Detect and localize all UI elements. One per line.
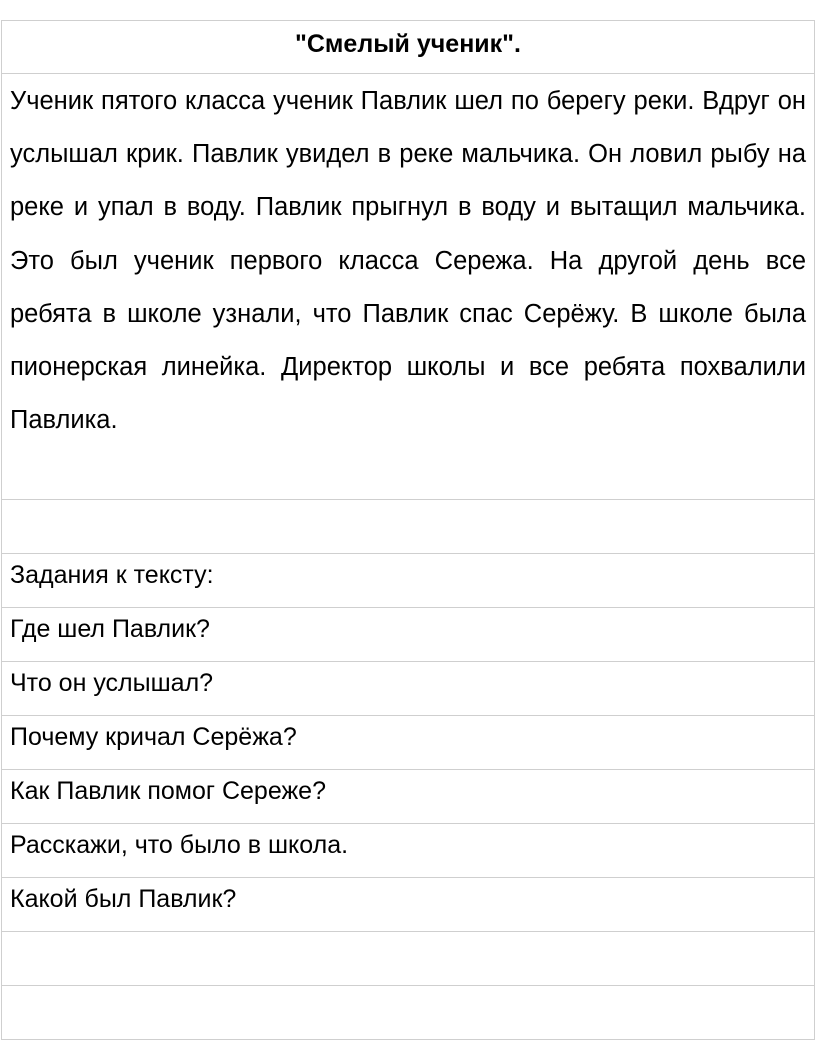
tasks-heading: Задания к тексту: [10, 561, 214, 589]
question-text: Как Павлик помог Сереже? [10, 777, 326, 805]
question-text: Какой был Павлик? [10, 885, 237, 913]
question-text: Что он услышал? [10, 669, 214, 697]
blank-row [2, 500, 814, 554]
question-row [2, 770, 814, 824]
worksheet-title: "Смелый ученик". [295, 30, 521, 58]
question-row [2, 716, 814, 770]
blank-row [2, 986, 814, 1040]
question-row [2, 878, 814, 932]
question-text: Почему кричал Серёжа? [10, 723, 297, 751]
question-text: Где шел Павлик? [10, 615, 210, 643]
question-row [2, 824, 814, 878]
title-row [2, 21, 814, 74]
blank-row [2, 932, 814, 986]
question-text: Расскажи, что было в школа. [10, 831, 349, 859]
story-row [2, 74, 814, 500]
story-text: Ученик пятого класса ученик Павлик шел по берегу реки. Вдруг он услышал крик. Павлик увидел в реке мальчика. Он ловил рыбу на реке и упал в воду. Павлик прыгнул в воду и вытащил мальчика. Это был ученик первого класса Сережа. На другой день все ребята в школе узнали, что Павлик спас Серёжу. В школе была пионерская линейка. Директор школы и все ребята похвалили Павлика. [10, 87, 806, 435]
question-row [2, 662, 814, 716]
tasks-heading-row [2, 554, 814, 608]
question-row [2, 608, 814, 662]
worksheet-table [1, 20, 815, 1040]
